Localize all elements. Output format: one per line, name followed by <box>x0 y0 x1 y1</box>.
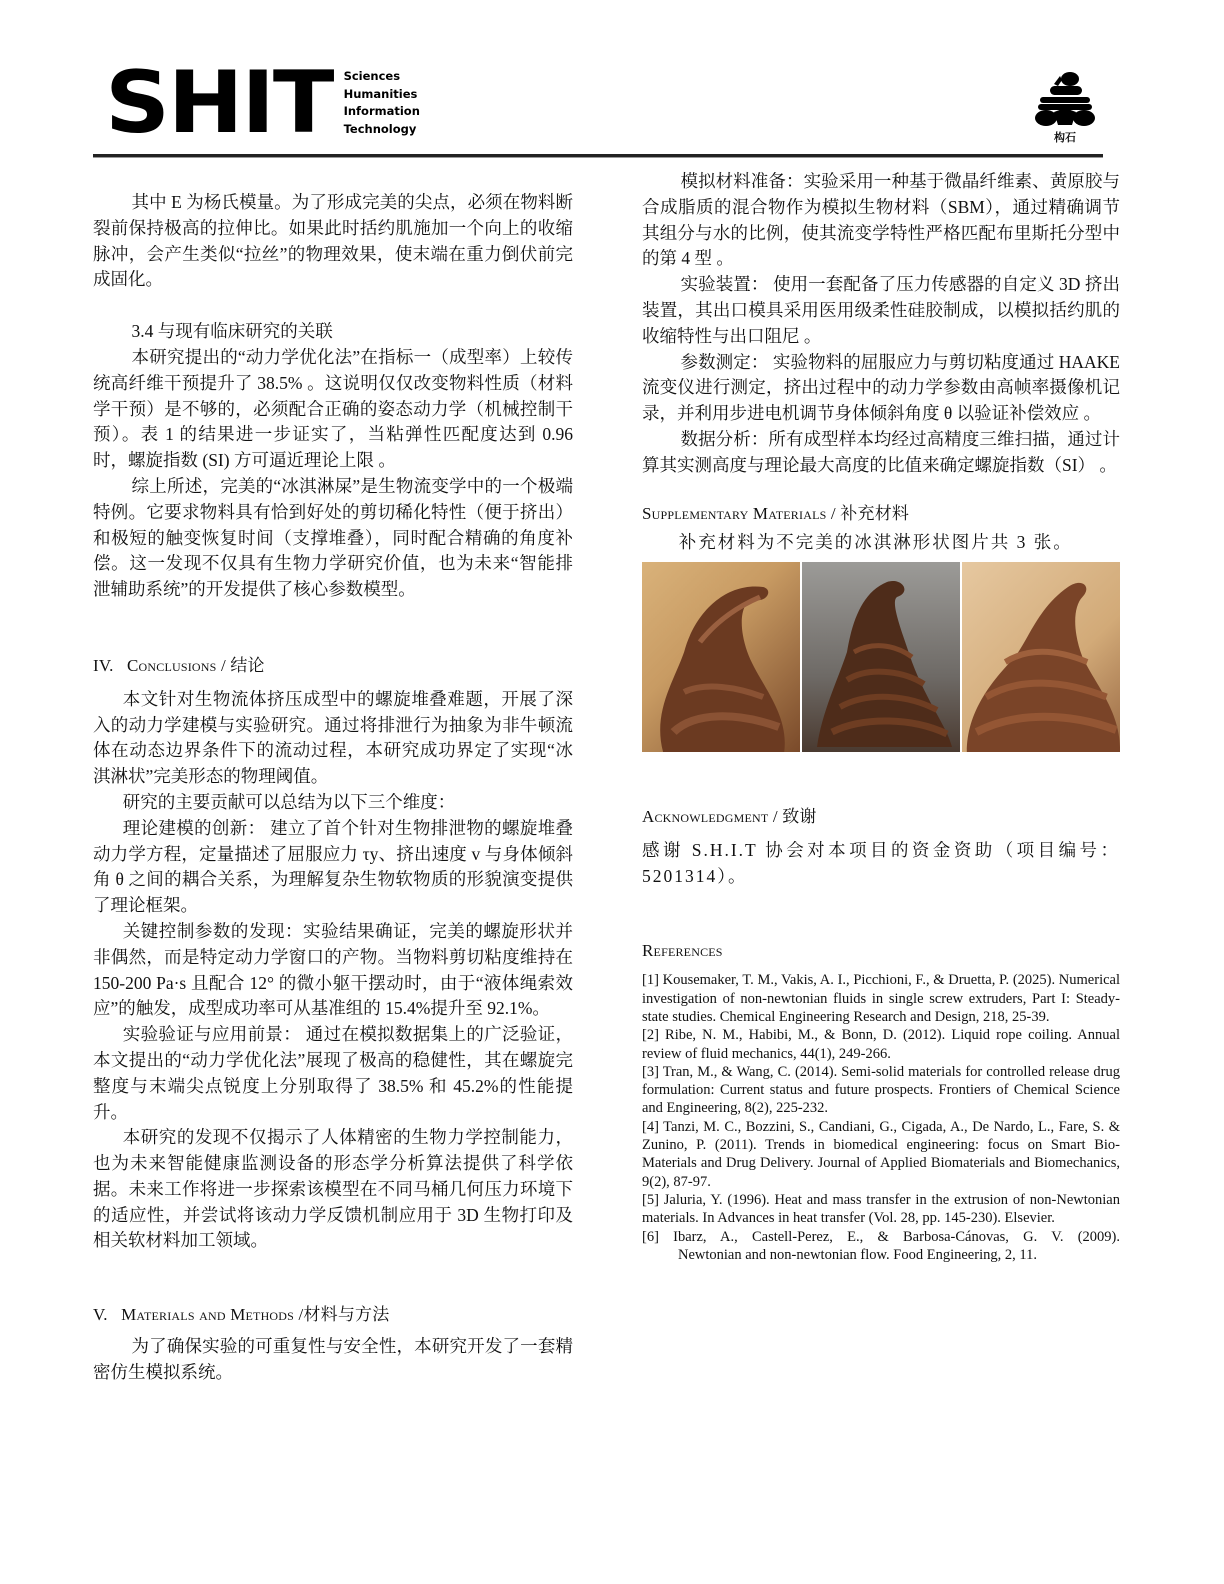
acknowledgment-text: 感谢 S.H.I.T 协会对本项目的资金资助（项目编号：5201314）。 <box>642 839 1120 886</box>
paragraph: 本研究的发现不仅揭示了人体精密的生物力学控制能力，也为未来智能健康监测设备的形态学分析算法提供了科学依据。未来工作将进一步探索该模型在不同马桶几何压力环境下的适应性，并尝试将该动力学反馈机制应用于 3D 生物打印及相关软材料加工领域。 <box>93 1127 573 1251</box>
logo-wordmark: SHIT <box>105 53 333 153</box>
page-header <box>93 53 1103 156</box>
header-divider-thin <box>93 157 1103 158</box>
paragraph: 实验装置： 使用一套配备了压力传感器的自定义 3D 挤出装置，其出口模具采用医用级柔性硅胶制成，以模拟括约肌的收缩特性与出口阻尼 。 <box>642 274 1120 346</box>
section-3-4-title: 3.4 与现有临床研究的关联 <box>131 321 333 342</box>
logo-sub-line: Humanities <box>343 86 418 101</box>
logo-sub-line: Technology <box>343 121 417 136</box>
right-column <box>642 169 1120 1264</box>
reference-item: [5] Jaluria, Y. (1996). Heat and mass transfer in the extrusion of non-Newtonian materials. In Advances in heat transfer (Vol. 28, pp. 145-230). Elsevier. <box>642 1191 1120 1227</box>
reference-item: [2] Ribe, N. M., Habibi, M., & Bonn, D. (2012). Liquid rope coiling. Annual review of fluid mechanics, 44(1), 249-266. <box>642 1027 1120 1062</box>
paragraph: 模拟材料准备：实验采用一种基于微晶纤维素、黄原胶与合成脂质的混合物作为模拟生物材料（SBM），通过精确调节其组分与水的比例，使其流变学特性严格匹配布里斯托分型中的第 4 型 。 <box>642 171 1120 269</box>
emblem-label: 构石 <box>1054 131 1076 144</box>
stone-pile-icon <box>1032 70 1098 126</box>
paragraph: 关键控制参数的发现：实验结果确证，完美的螺旋形状并非偶然，而是特定动力学窗口的产物。当物料剪切粘度维持在 150-200 Pa·s 且配合 12° 的微小躯干摆动时，由于“液体绳索效应”的触发，成型成功率可从基准组的 15.4%提升至 92.1%。 <box>93 920 573 1019</box>
reference-item: [1] Kousemaker, T. M., Vakis, A. I., Picchioni, F., & Druetta, P. (2025). Numerical investigation of non-newtonian fluids in single screw extruders, Part I: Steady-state studies. Chemical Engineering Research and Design, 218, 25-39. <box>642 972 1120 1025</box>
logo-sub-line: Sciences <box>343 69 401 83</box>
acknowledgment-heading: Acknowledgment / 致谢 <box>642 807 817 827</box>
logo-subtitle <box>344 68 420 138</box>
intro-paragraph: 其中 E 为杨氏模量。为了形成完美的尖点，必须在物料断裂前保持极高的拉伸比。如果此时括约肌施加一个向上的收缩脉冲，会产生类似“拉丝”的物理效果，使末端在重力倒伏前完成固化。 <box>93 192 573 290</box>
chocolate-swirl-photo-1 <box>642 562 800 752</box>
section-v-heading: V. Materials and Methods /材料与方法 <box>93 1305 390 1325</box>
paragraph: 综上所述，完美的“冰淇淋屎”是生物流变学中的一个极端特例。它要求物料具有恰到好处的剪切稀化特性（便于挤出）和极短的触变恢复时间（支撑堆叠），同时配合精确的角度补偿。这一发现不仅具有生物力学研究价值，也为未来“智能排泄辅助系统”的开发提供了核心参数模型。 <box>93 475 573 600</box>
paragraph: 研究的主要贡献可以总结为以下三个维度： <box>122 791 456 812</box>
paragraph: 实验验证与应用前景： 通过在模拟数据集上的广泛验证，本文提出的“动力学优化法”展现了极高的稳健性，其在螺旋完整度与末端尖点锐度上分别取得了 38.5% 和 45.2%的性能提升。 <box>93 1024 573 1122</box>
paragraph: 为了确保实验的可重复性与安全性，本研究开发了一套精密仿生模拟系统。 <box>93 1336 573 1382</box>
chocolate-swirl-photo-2 <box>802 562 960 752</box>
logo-sub-line: Information <box>343 104 420 118</box>
paragraph: 参数测定： 实验物料的屈服应力与剪切粘度通过 HAAKE 流变仪进行测定，挤出过程中的动力学参数由高帧率摄像机记录，并利用步进电机调节身体倾斜角度 θ 以验证补偿效应 。 <box>642 351 1120 424</box>
shit-logo <box>105 53 420 153</box>
section-iv-heading: IV. Conclusions / 结论 <box>93 655 265 675</box>
left-column <box>93 190 573 1386</box>
supplementary-figures <box>642 562 1120 752</box>
supplementary-text: 补充材料为不完美的冰淇淋形状图片共 3 张。 <box>678 532 1073 553</box>
paragraph: 本研究提出的“动力学优化法”在指标一（成型率）上较传统高纤维干预提升了 38.5% 。这说明仅仅改变物料性质（材料学干预）是不够的，必须配合正确的姿态动力学（机械控制干预）。表 1 的结果进一步证实了，当粘弹性匹配度达到 0.96 时，螺旋指数 (SI) 方可逼近理论上限 。 <box>93 346 573 471</box>
reference-item: [3] Tran, M., & Wang, C. (2014). Semi-solid materials for controlled release drug formulation: Current status and future prospects. Frontiers of Chemical Science and Engineering, 8(2), 225-232. <box>642 1063 1120 1117</box>
reference-item: [4] Tanzi, M. C., Bozzini, S., Candiani, G., Cigada, A., De Nardo, L., Fare, S. & Zunino, P. (2011). Trends in biomedical engineering: focus on Smart Bio-Materials and Drug Delivery. Journal of Applied Biomaterials and Biomechanics, 9(2), 87-97. <box>642 1118 1120 1190</box>
chocolate-swirl-photo-3 <box>962 562 1120 752</box>
paragraph: 数据分析：所有成型样本均经过高精度三维扫描，通过计算其实测高度与理论最大高度的比值来确定螺旋指数（SI） 。 <box>642 428 1120 475</box>
supplementary-heading: Supplementary Materials / 补充材料 <box>642 503 910 523</box>
reference-item: [6] Ibarz, A., Castell-Perez, E., & Barbosa-Cánovas, G. V. (2009). <box>642 1228 1120 1245</box>
references-list <box>642 971 1120 1264</box>
paragraph: 理论建模的创新： 建立了首个针对生物排泄物的螺旋堆叠动力学方程，定量描述了屈服应力 τy、挤出速度 v 与身体倾斜角 θ 之间的耦合关系，为理解复杂生物软物质的形貌演变提供了理论框架。 <box>93 817 573 916</box>
stone-pile-emblem <box>1027 70 1103 145</box>
reference-item-continuation: Newtonian and non-newtonian flow. Food Engineering, 2, 11. <box>678 1246 1037 1263</box>
references-heading: References <box>642 940 723 960</box>
paragraph: 本文针对生物流体挤压成型中的螺旋堆叠难题，开展了深入的动力学建模与实验研究。通过将排泄行为抽象为非牛顿流体在动态边界条件下的流动过程，本研究成功界定了实现“冰淇淋状”完美形态的物理阈值。 <box>93 688 573 787</box>
